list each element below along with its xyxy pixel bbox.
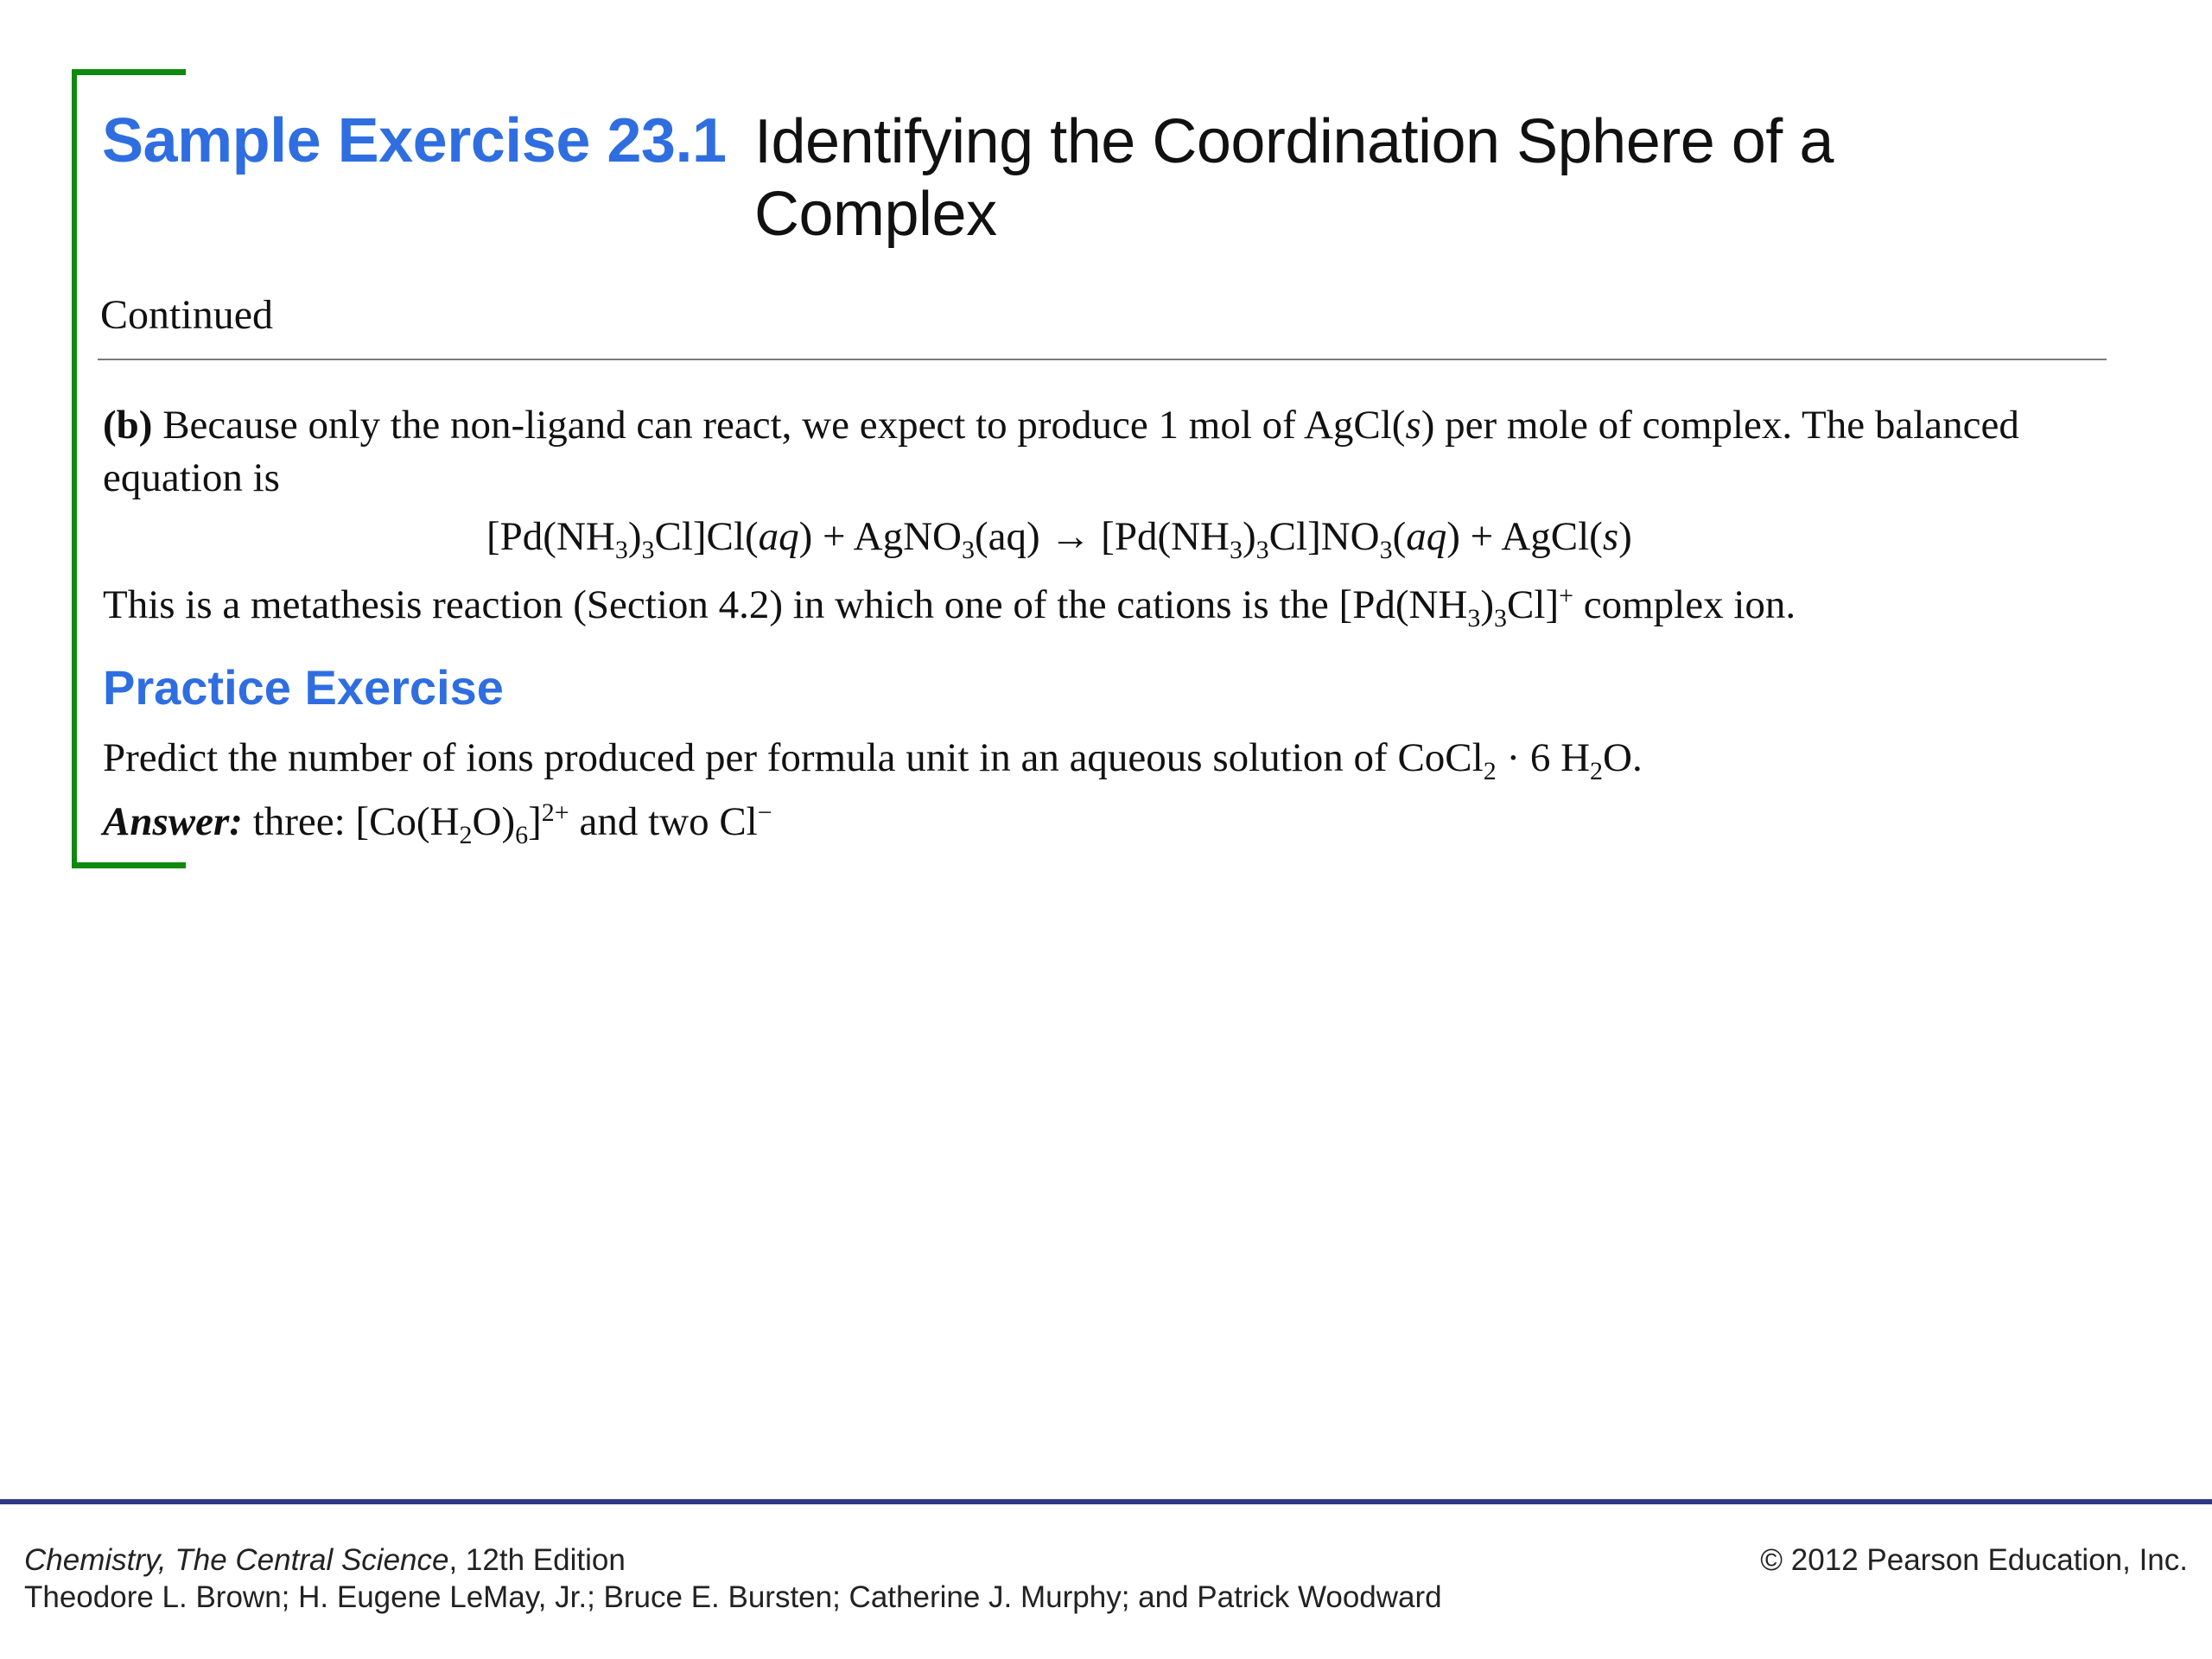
footer-edition: , 12th Edition (448, 1543, 626, 1577)
part-b-label: (b) (103, 403, 153, 448)
part-b-text-2: ) per mole of complex. The balanced equation is (103, 403, 2019, 500)
part-b-text-1: Because only the non-ligand can react, we expect to produce 1 mol of AgCl( (162, 403, 1406, 448)
part-b-paragraph (103, 399, 2116, 505)
footer-copyright: © 2012 Pearson Education, Inc. (1760, 1543, 2188, 1577)
metathesis-sentence: This is a metathesis reaction (Section 4.2) in which one of the cations is the $[Pd(NH_3)_3Cl]^+$ complex ion. (103, 582, 1796, 632)
footer-rule (0, 1499, 2212, 1504)
continued-label: Continued (100, 292, 273, 338)
exercise-title: Identifying the Coordination Sphere of a Complex (754, 107, 1834, 249)
part-b-state: s (1405, 403, 1421, 448)
footer-book-title: Chemistry, The Central Science (24, 1543, 449, 1577)
balanced-equation: $[Pd(NH_3)_3Cl]Cl(aq)$ + AgNO$_3$(aq) → $[Pd(NH_3)_3Cl]NO_3(aq)$ + AgCl(s) (486, 514, 1632, 564)
answer-label: Answer: (103, 799, 243, 844)
practice-heading: Practice Exercise (103, 660, 504, 715)
footer-book (24, 1543, 626, 1578)
exercise-label: Sample Exercise 23.1 (102, 106, 727, 175)
practice-answer: Answer: three: $[Co(H_2O)_6]^{2+}$ and two Cl− (103, 798, 772, 849)
divider (98, 359, 2107, 360)
footer-authors: Theodore L. Brown; H. Eugene LeMay, Jr.; Bruce E. Bursten; Catherine J. Murphy; and Patrick Woodward (24, 1580, 1442, 1614)
practice-question: Predict the number of ions produced per formula unit in an aqueous solution of CoCl$_2$ · 6 $H_2O$. (103, 735, 1643, 785)
